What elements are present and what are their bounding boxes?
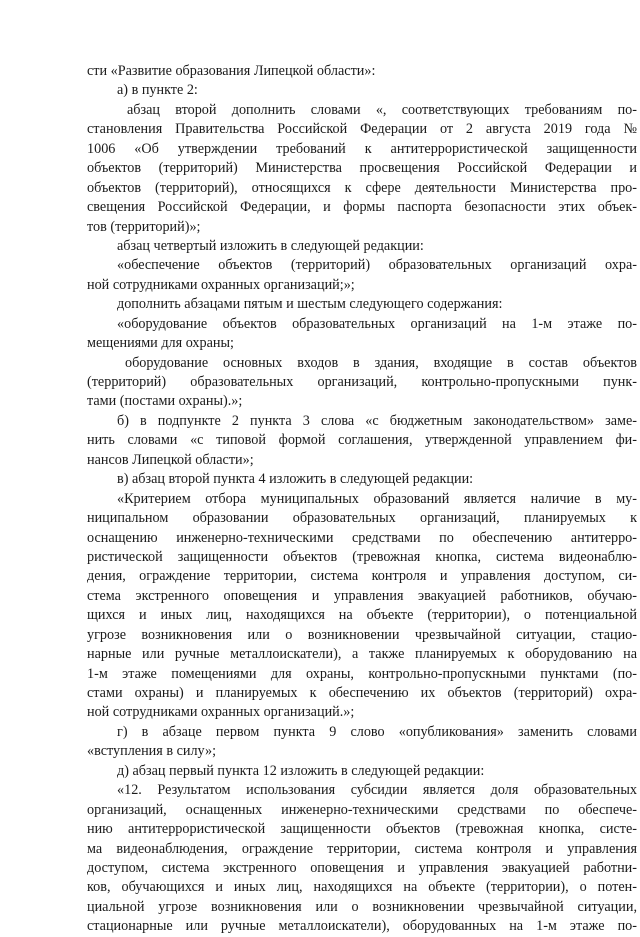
text-line: «оборудование объектов образовательных организаций на 1-м этаже по- — [117, 315, 637, 332]
text-line: становления Правительства Российской Федерации от 2 августа 2019 года № — [87, 121, 637, 138]
text-line: оборудование основных входов в здания, входящие в состав объектов — [125, 354, 637, 371]
text-line: щихся и иных лиц, находящихся на объекте (территории), о потенциальной — [87, 607, 637, 624]
text-line: абзац второй дополнить словами «, соответствующих требованиям по- — [127, 101, 637, 118]
text-line: оснащению инженерно-техническими средствами по обеспечению антитерро- — [87, 529, 637, 546]
text-line: стационарные или ручные металлоискатели), оборудованных на 1-м этаже по- — [87, 918, 637, 935]
text-line: стема экстренного оповещения и управления эвакуацией работников, обучаю- — [87, 587, 637, 604]
text-line: стами охраны) и планируемых к обеспечению их объектов (территорий) охра- — [87, 685, 637, 701]
text-line: а) в пункте 2: — [117, 82, 198, 99]
text-line: б) в подпункте 2 пункта 3 слова «с бюджетным законодательством» заме- — [117, 412, 637, 429]
text-line: дения, ограждение территории, система контроля и управления доступом, си- — [87, 568, 637, 585]
text-line: нансов Липецкой области»; — [87, 451, 254, 468]
text-line: «Критерием отбора муниципальных образований является наличие в му- — [117, 490, 637, 507]
text-line: абзац четвертый изложить в следующей редакции: — [117, 237, 424, 254]
text-line: ристической защищенности объектов (тревожная кнопка, система видеонаблю- — [87, 548, 637, 565]
text-line: г) в абзаце первом пункта 9 слово «опубликования» заменить словами — [117, 723, 637, 740]
text-line: объектов (территорий) Министерства просвещения Российской Федерации и — [87, 160, 637, 177]
text-line: организаций, оснащенных инженерно-техническими средствами по обеспече- — [87, 801, 637, 818]
text-line: ной сотрудниками охранных организаций.»; — [87, 704, 355, 721]
text-line: угрозе возникновения или о возникновении чрезвычайной ситуации, стацио- — [87, 626, 637, 643]
text-line: мещениями для охраны; — [87, 335, 234, 352]
text-line: сти «Развитие образования Липецкой области»: — [87, 63, 376, 79]
text-line: ков, обучающихся и иных лиц, находящихся на объекте (территории), о потен- — [87, 879, 637, 896]
text-line: нить словами «с типовой формой соглашения, утвержденной управлением фи- — [87, 432, 637, 449]
text-line: 1006 «Об утверждении требований к антитеррористической защищенности — [87, 140, 637, 157]
text-line: д) абзац первый пункта 12 изложить в следующей редакции: — [117, 762, 485, 779]
text-line: дополнить абзацами пятым и шестым следующего содержания: — [117, 296, 503, 313]
text-line: тами (постами охраны).»; — [87, 393, 243, 410]
text-line: «12. Результатом использования субсидии является доля образовательных — [117, 782, 637, 799]
text-line: свещения Российской Федерации, и формы паспорта безопасности этих объек- — [87, 199, 637, 216]
text-line: (территорий) образовательных организаций, контрольно-пропускными пунк- — [87, 374, 637, 390]
text-line: доступом, система экстренного оповещения и управления эвакуацией работни- — [87, 859, 637, 876]
text-line: объектов (территорий), относящихся к сфере деятельности Министерства про- — [87, 179, 637, 196]
text-line: ной сотрудниками охранных организаций;»; — [87, 276, 355, 293]
text-line: циальной угрозе возникновения или о возникновении чрезвычайной ситуации, — [87, 898, 637, 915]
text-line: «обеспечение объектов (территорий) образовательных организаций охра- — [117, 257, 637, 274]
text-line: «вступления в силу»; — [87, 743, 217, 760]
text-line: тов (территорий)»; — [87, 218, 201, 235]
document-body — [87, 62, 637, 937]
text-line: ниципальном образовании образовательных организаций, планируемых к — [87, 510, 637, 527]
text-line: ма видеонаблюдения, ограждение территории, система контроля и управления — [87, 840, 637, 857]
text-line: 1-м этаже помещениями для охраны, контрольно-пропускными пунктами (по- — [87, 665, 637, 682]
text-line: нарные или ручные металлоискатели), а также планируемых к оборудованию на — [87, 646, 637, 663]
text-line: в) абзац второй пункта 4 изложить в следующей редакции: — [117, 471, 474, 488]
text-line: нию антитеррористической защищенности объектов (тревожная кнопка, систе- — [87, 821, 637, 838]
